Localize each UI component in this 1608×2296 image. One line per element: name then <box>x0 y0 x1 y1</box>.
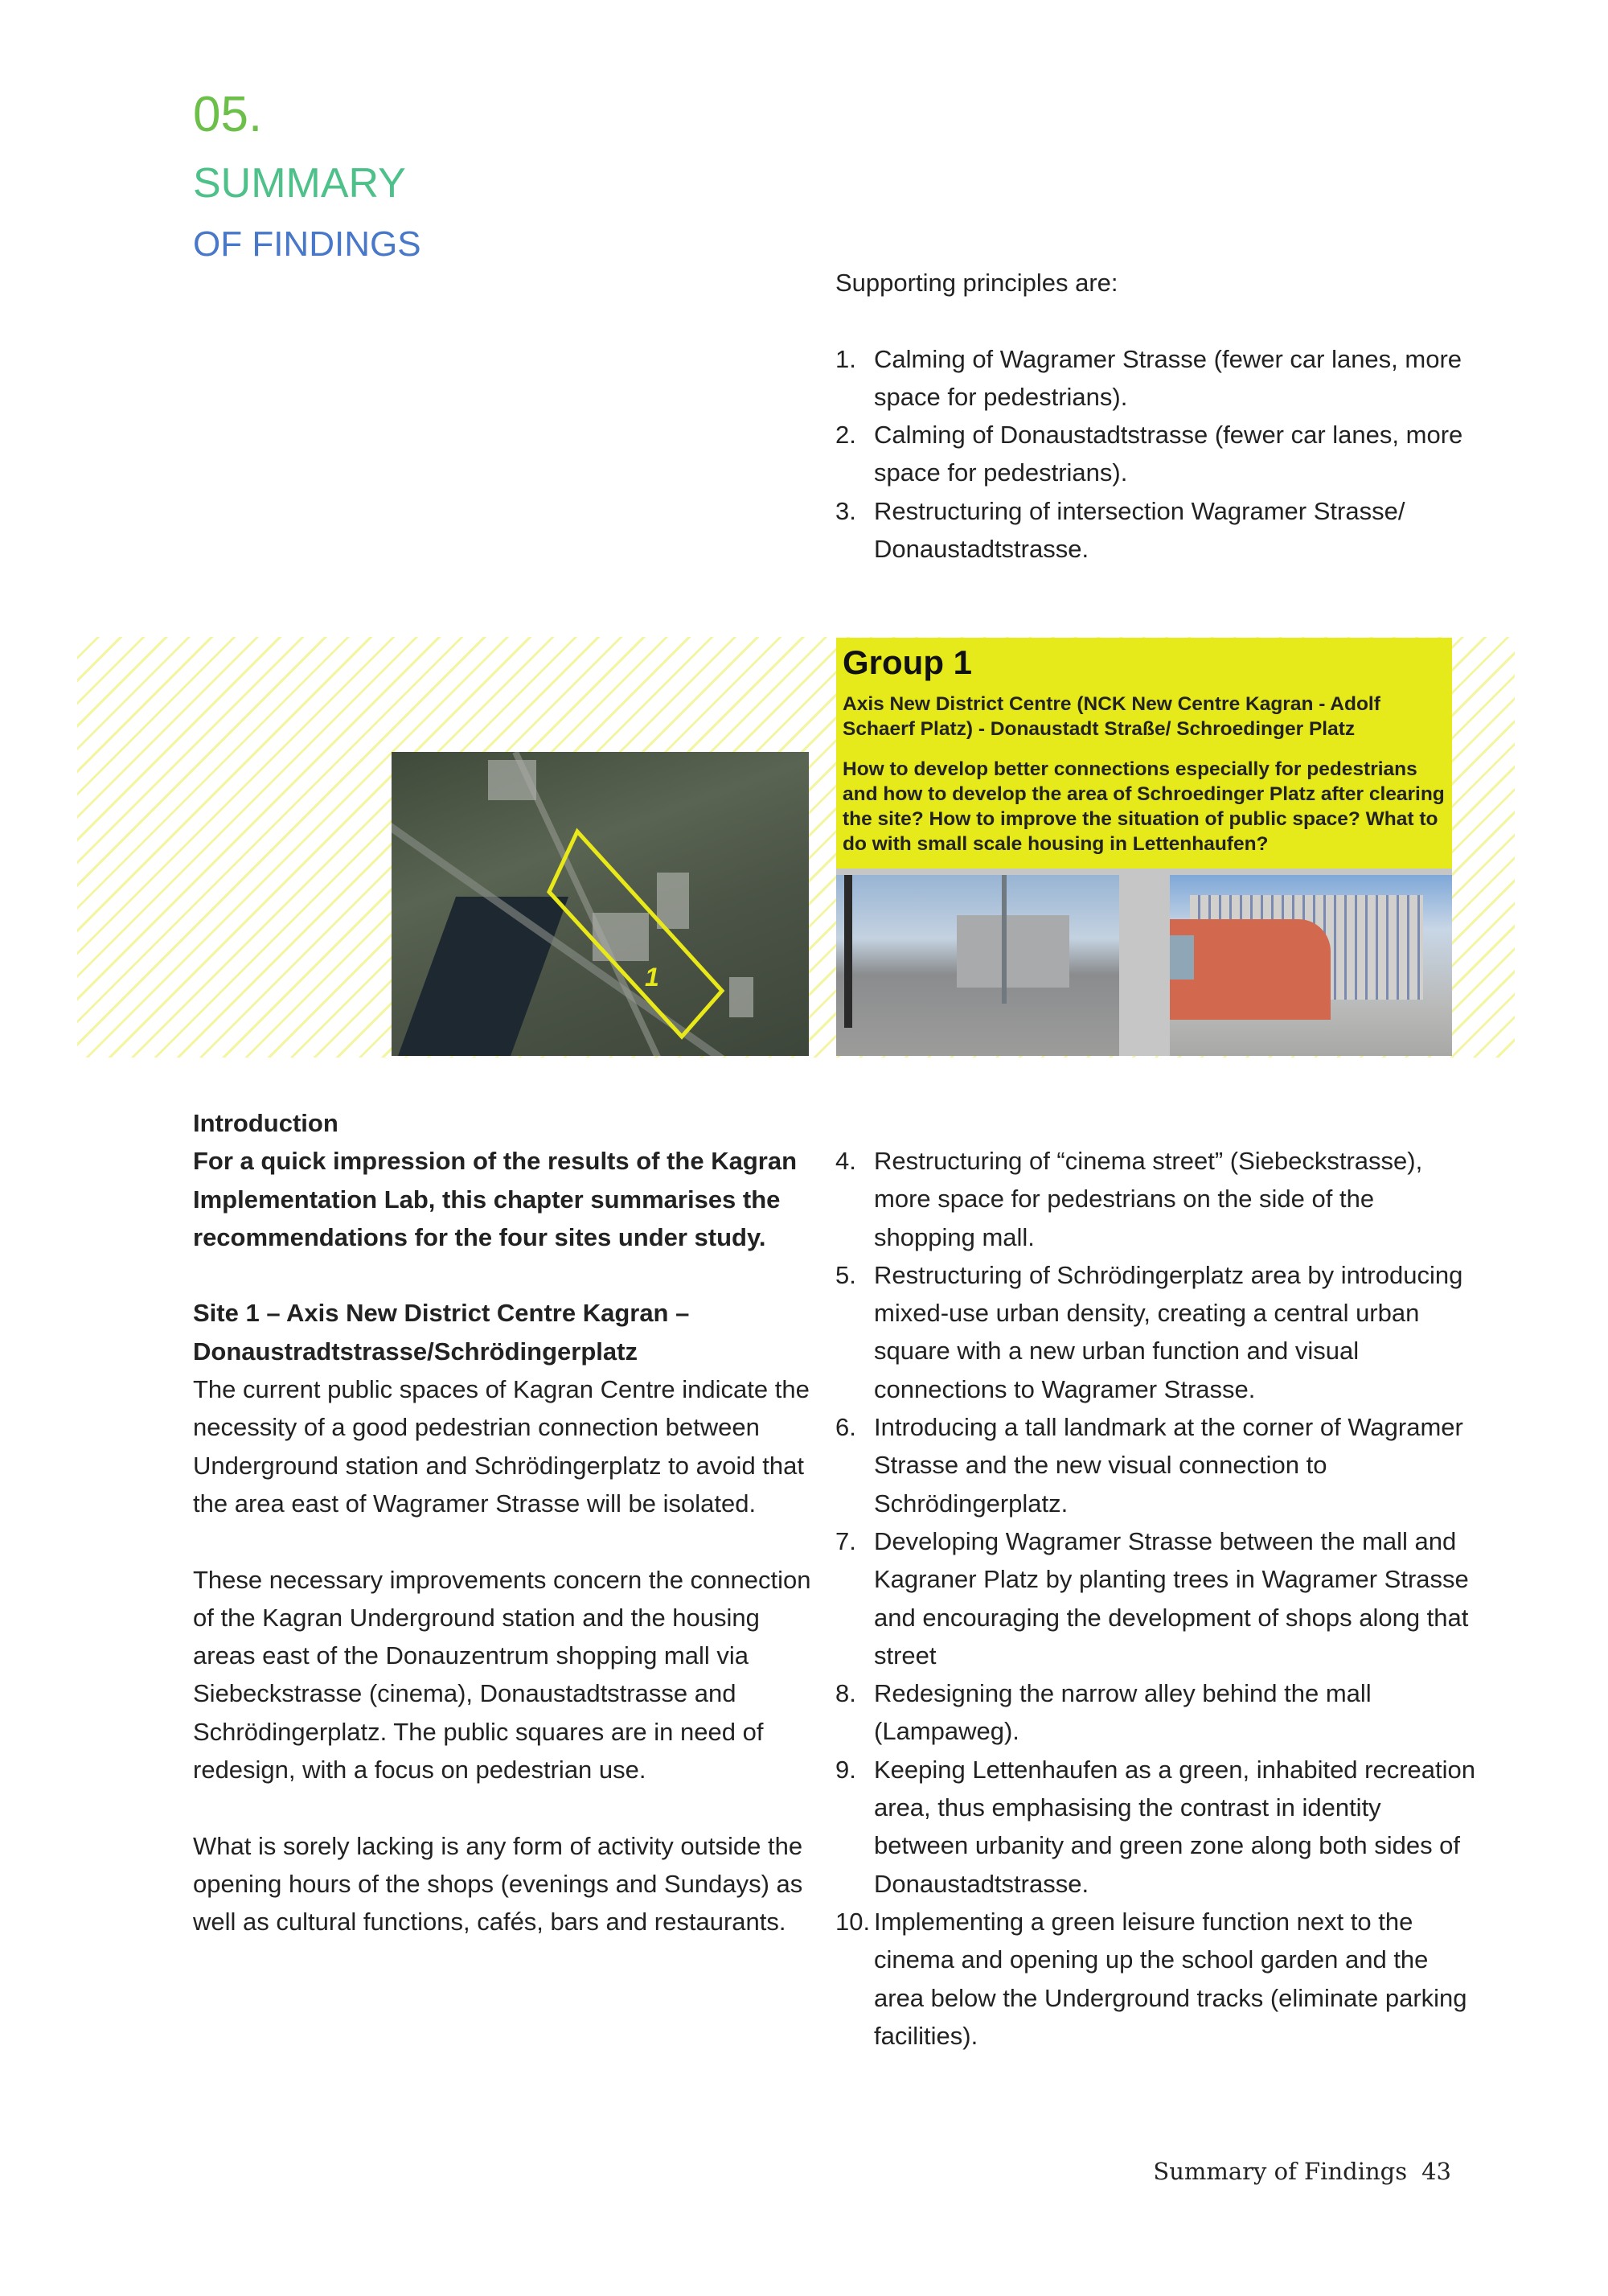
street-photo-1 <box>836 875 1119 1056</box>
chapter-subtitle: OF FINDINGS <box>193 224 421 264</box>
item-text: Calming of Wagramer Strasse (fewer car lanes, more space for pedestrians). <box>874 344 1462 411</box>
item-text: Restructuring of Schrödingerplatz area by introducing mixed-use urban density, creating a central urban square with a new urban function and visual connections to Wagramer Strasse. <box>874 1260 1463 1403</box>
principles-intro: Supporting principles are: <box>835 269 1118 297</box>
lamp-pole <box>1002 875 1007 1004</box>
list-item <box>835 1903 1479 2055</box>
item-number: 2. <box>835 421 856 450</box>
page-footer <box>1153 2158 1451 2185</box>
left-column <box>193 1104 812 1941</box>
group-panel <box>836 638 1452 1056</box>
item-text: Introducing a tall landmark at the corner of Wagramer Strasse and the new visual connection to Schrödingerplatz. <box>874 1413 1463 1518</box>
item-text: Developing Wagramer Strasse between the mall and Kagraner Platz by planting trees in Wagramer Strasse and encouraging the development of shops along that street <box>874 1526 1469 1670</box>
list-item <box>835 1142 1479 1256</box>
list-item <box>835 1256 1479 1408</box>
group-axis-text: Axis New District Centre (NCK New Centre Kagran - Adolf Schaerf Platz) - Donaustadt Straße/ Schroedinger Platz <box>843 693 1380 740</box>
chapter-title: SUMMARY <box>193 160 406 207</box>
item-text: Restructuring of intersection Wagramer Strasse/ Donaustadtstrasse. <box>874 496 1405 564</box>
group-title: Group 1 <box>843 643 973 681</box>
cinema-building-shape <box>1170 919 1331 1020</box>
chapter-number: 05. <box>193 87 263 142</box>
item-number: 5. <box>835 1260 856 1289</box>
list-item <box>835 492 1479 569</box>
building-shape <box>957 915 1069 988</box>
paragraph: The current public spaces of Kagran Centre indicate the necessity of a good pedestrian connection between Underground station and Schrödingerplatz to avoid that the area east of Wagramer Strasse will be isolated. <box>193 1375 810 1518</box>
item-number: 4. <box>835 1147 856 1175</box>
site-heading: Site 1 – Axis New District Centre Kagran – Donaustradtstrasse/Schrödingerplatz <box>193 1299 690 1366</box>
item-number: 7. <box>835 1526 856 1555</box>
site-outline-icon <box>392 752 809 1056</box>
intro-text: For a quick impression of the results of the Kagran Implementation Lab, this chapter summarises the recommendations for the four sites under study. <box>193 1147 798 1251</box>
item-number: 1. <box>835 344 856 373</box>
item-number: 3. <box>835 496 856 525</box>
recommendations-list <box>835 1142 1479 2055</box>
item-text: Keeping Lettenhaufen as a green, inhabited recreation area, thus emphasising the contrast in identity between urbanity and green zone along both sides of Donaustadtstrasse. <box>874 1755 1476 1898</box>
item-number: 8. <box>835 1679 856 1708</box>
group-question-text: How to develop better connections especially for pedestrians and how to develop the area of Schroedinger Platz after clearing the site? How to improve the situation of public space? What to do with small scale housing in Lettenhaufen? <box>843 758 1445 855</box>
item-text: Redesigning the narrow alley behind the mall (Lampaweg). <box>874 1679 1372 1746</box>
billboard-shape <box>1170 935 1194 980</box>
list-item <box>835 416 1479 492</box>
item-number: 9. <box>835 1755 856 1784</box>
list-item <box>835 1751 1479 1903</box>
paragraph: What is sorely lacking is any form of activity outside the opening hours of the shops (evenings and Sundays) as well as cultural functions, cafés, bars and restaurants. <box>193 1831 803 1937</box>
list-item <box>835 1408 1479 1522</box>
list-item <box>835 1522 1479 1674</box>
supporting-principles <box>835 264 1479 568</box>
item-number: 10. <box>835 1907 871 1936</box>
page-number: 43 <box>1421 2158 1451 2185</box>
list-item <box>835 1674 1479 1751</box>
list-item <box>835 340 1479 417</box>
aerial-map-image <box>392 752 809 1056</box>
item-text: Restructuring of “cinema street” (Siebeckstrasse), more space for pedestrians on the side of the shopping mall. <box>874 1147 1423 1251</box>
item-text: Implementing a green leisure function next to the cinema and opening up the school garden and the area below the Underground tracks (eliminate parking facilities). <box>874 1907 1467 2050</box>
traffic-light-pole <box>844 875 852 1028</box>
street-photo-2 <box>1170 875 1452 1056</box>
principles-list <box>835 340 1479 569</box>
item-text: Calming of Donaustadtstrasse (fewer car lanes, more space for pedestrians). <box>874 421 1463 487</box>
group-panel-header <box>836 638 1452 869</box>
item-number: 6. <box>835 1413 856 1442</box>
intro-heading: Introduction <box>193 1109 338 1137</box>
right-column <box>835 1142 1479 2055</box>
site-number-label: 1 <box>645 963 659 992</box>
running-title: Summary of Findings <box>1153 2158 1408 2185</box>
paragraph: These necessary improvements concern the connection of the Kagran Underground station and the housing areas east of the Donauzentrum shopping mall via Siebeckstrasse (cinema), Donaustadtstrasse and Schrödingerplatz. The public squares are in need of redesign, with a focus on pedestrian use. <box>193 1565 811 1785</box>
